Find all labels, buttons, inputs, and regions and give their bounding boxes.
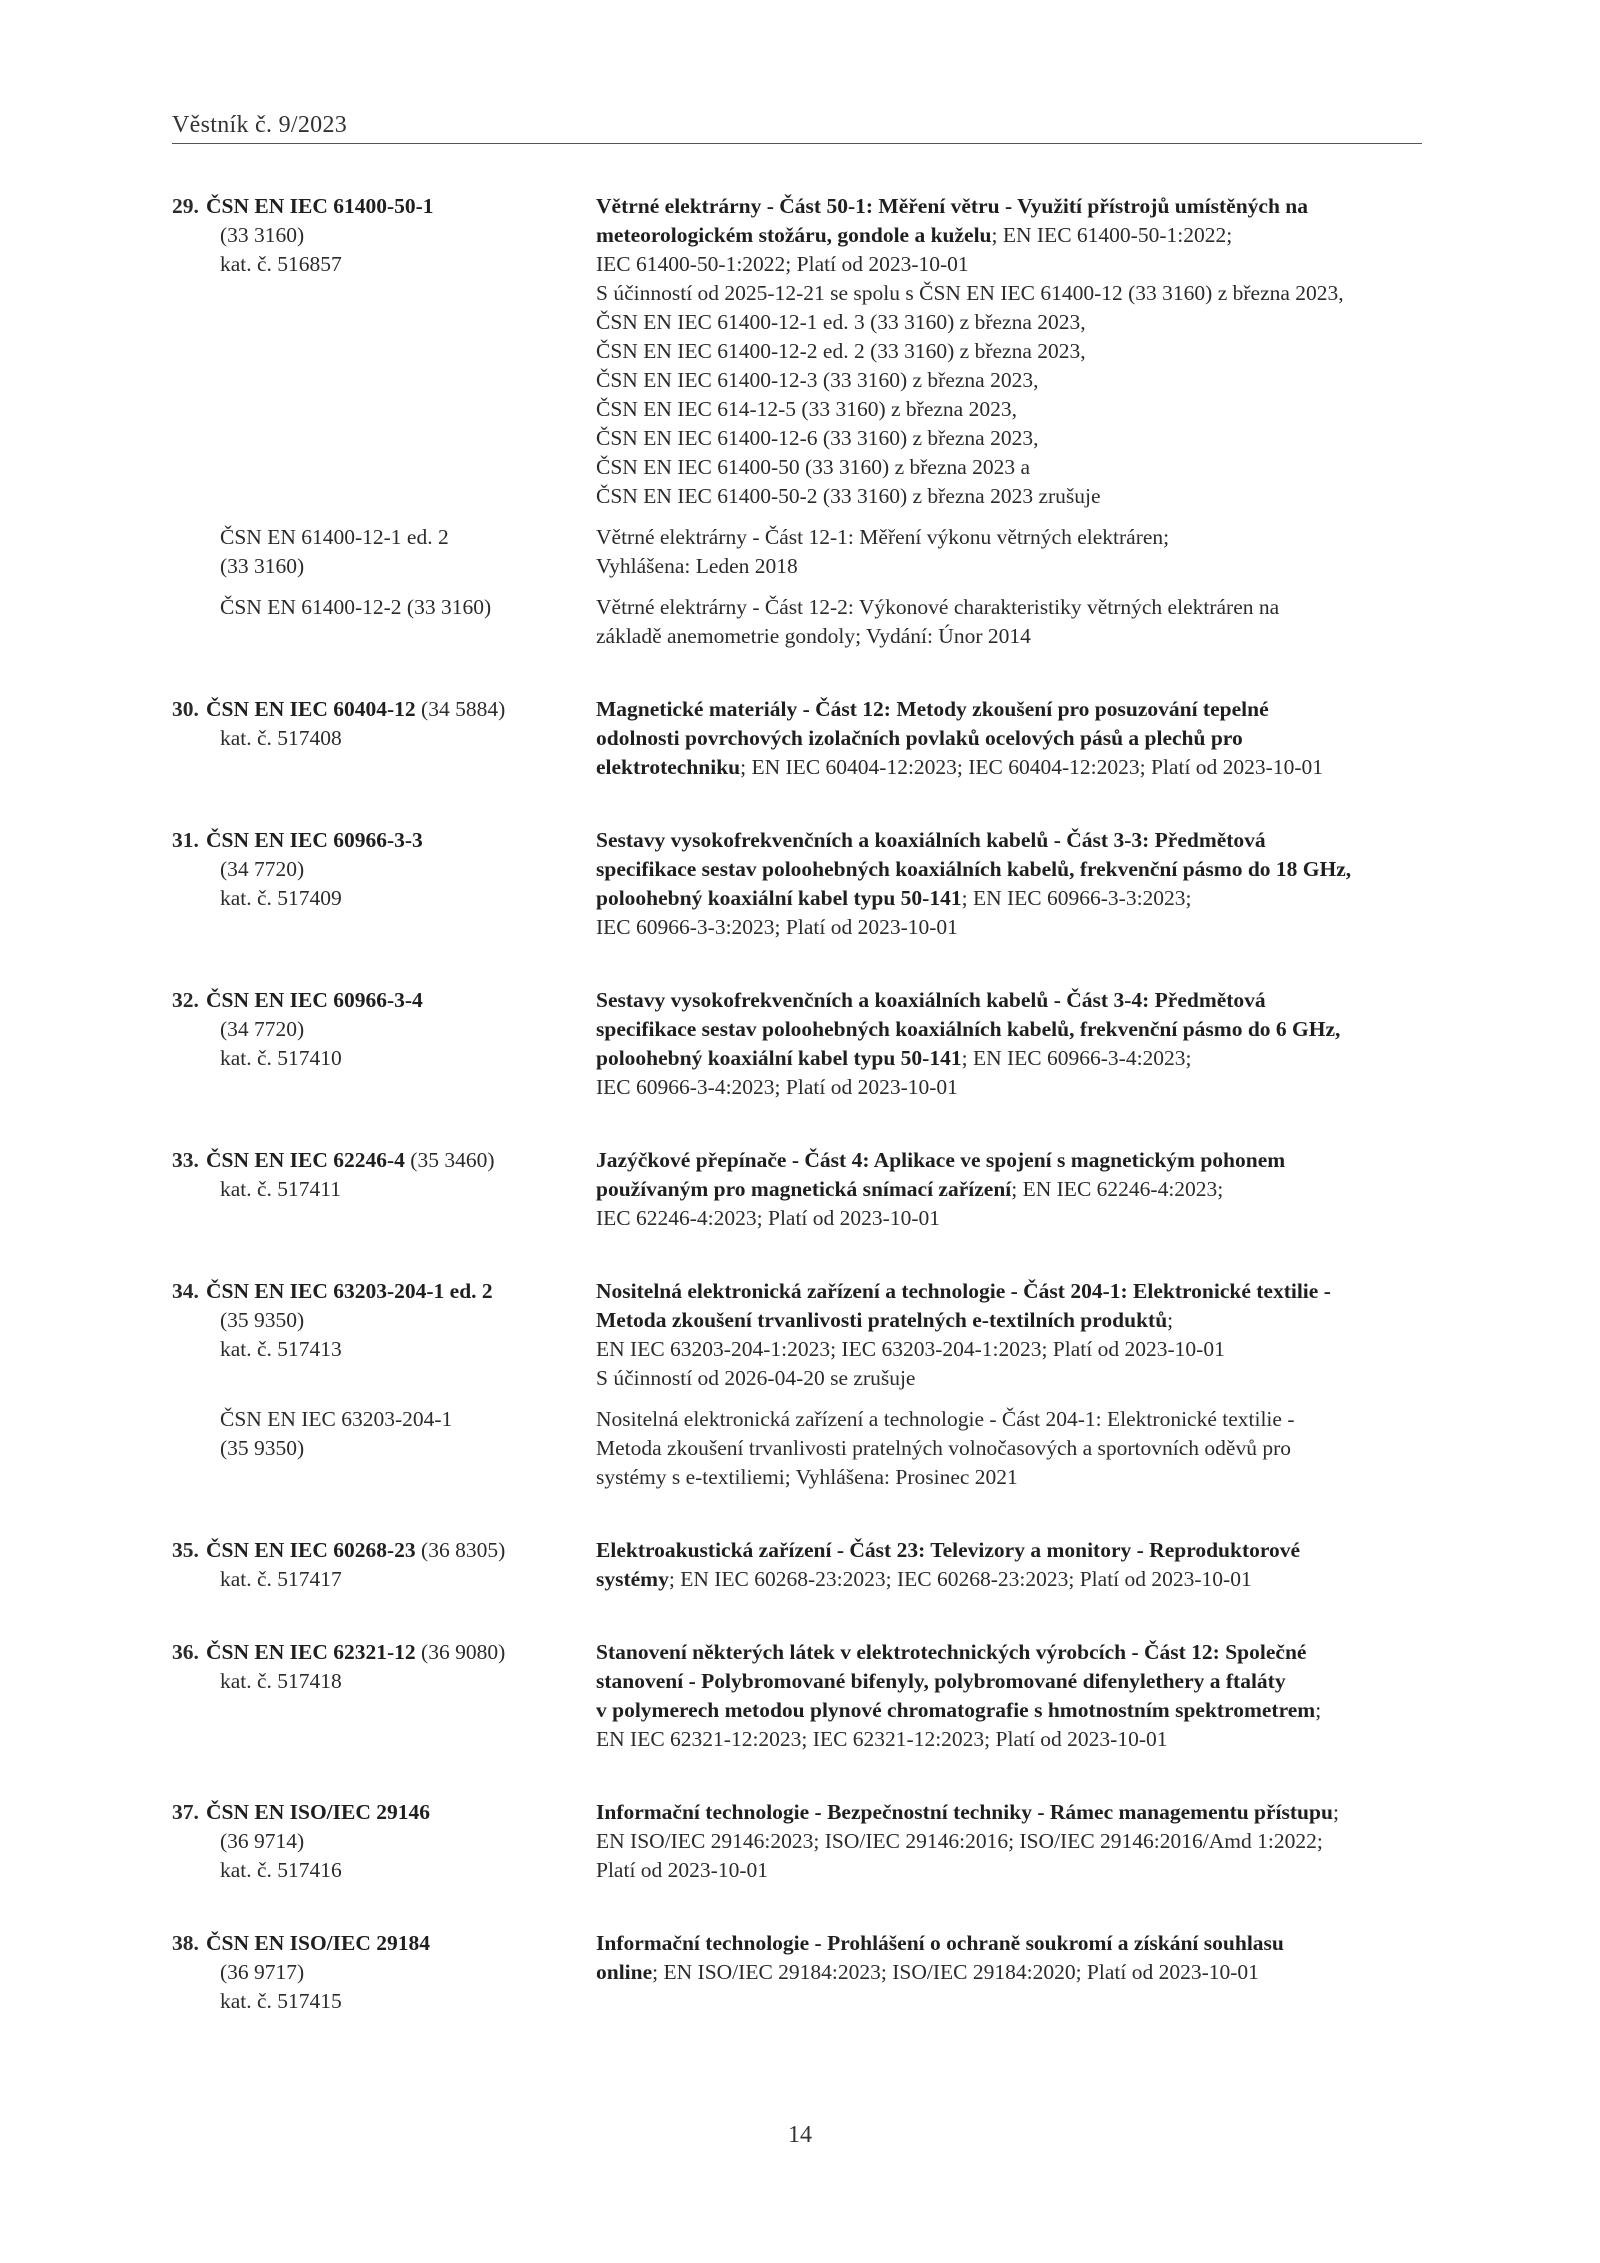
standard-code-text: (33 3160) (220, 223, 305, 247)
standard-identifier (172, 1277, 596, 1364)
standard-description (596, 593, 1432, 651)
standard-code: ČSN EN IEC 60966-3-4 (206, 988, 423, 1012)
standard-code-text: (34 7720) (220, 1017, 305, 1041)
standard-code: ČSN EN IEC 63203-204-1 ed. 2 (206, 1279, 493, 1303)
standard-identifier (172, 1146, 596, 1204)
entry-number: 29. (172, 194, 199, 218)
standard-code-text: (35 9350) (220, 1436, 305, 1460)
standard-code-line (172, 1638, 596, 1667)
description-line (596, 1638, 1432, 1667)
description-line (596, 523, 1432, 552)
standard-code-text: (36 9717) (220, 1960, 305, 1984)
description-line (596, 366, 1432, 395)
description-line (596, 1929, 1432, 1958)
standard-code-line (172, 826, 596, 855)
standard-details: ; EN IEC 62246-4:2023; (1011, 1177, 1224, 1201)
replaced-standard-block (172, 523, 1432, 581)
standard-title: online (596, 1960, 653, 1984)
standard-code-text: (36 9080) (415, 1640, 506, 1664)
description-line (596, 192, 1432, 221)
standard-code-text: (35 9350) (220, 1308, 305, 1332)
standard-description (596, 826, 1432, 942)
standard-title: specifikace sestav poloohebných koaxiálních kabelů, frekvenční pásmo do 18 GHz, (596, 857, 1352, 881)
standard-main-block (172, 1798, 1432, 1885)
standard-code-text: kat. č. 517411 (220, 1177, 342, 1201)
description-line (596, 1856, 1432, 1885)
standard-title: Větrné elektrárny - Část 50-1: Měření větru - Využití přístrojů umístěných na (596, 194, 1308, 218)
standard-code: ČSN EN IEC 60268-23 (206, 1538, 416, 1562)
standard-details: ; (1167, 1308, 1174, 1332)
description-line (596, 482, 1432, 511)
description-line (596, 884, 1432, 913)
standard-detail-line (186, 1958, 596, 1987)
standard-detail-line (186, 250, 596, 279)
standard-description (596, 1638, 1432, 1754)
standard-main-block (172, 1638, 1432, 1754)
standard-details: ; EN IEC 61400-50-1:2022; (991, 223, 1233, 247)
description-line (596, 1827, 1432, 1856)
description-line (596, 1696, 1432, 1725)
standard-code-line (172, 695, 596, 724)
description-line (596, 250, 1432, 279)
description-line (596, 1725, 1432, 1754)
standard-detail-line (186, 1565, 596, 1594)
standard-main-block (172, 826, 1432, 942)
standard-title: Informační technologie - Bezpečnostní techniky - Rámec managementu přístupu (596, 1800, 1333, 1824)
standard-title: Sestavy vysokofrekvenčních a koaxiálních kabelů - Část 3-3: Předmětová (596, 828, 1266, 852)
standard-code: ČSN EN IEC 60966-3-3 (206, 828, 423, 852)
standard-code-line (172, 1929, 596, 1958)
standard-code-text: ČSN EN IEC 63203-204-1 (220, 1407, 453, 1431)
description-line (596, 424, 1432, 453)
standard-code-text: (36 8305) (415, 1538, 506, 1562)
standard-description (596, 1146, 1432, 1233)
description-line (596, 1565, 1432, 1594)
standard-title: poloohebný koaxiální kabel typu 50-141 (596, 1046, 962, 1070)
description-line (596, 1536, 1432, 1565)
standard-code: ČSN EN IEC 62246-4 (206, 1148, 405, 1172)
description-line (596, 1667, 1432, 1696)
standard-code-text: kat. č. 517416 (220, 1858, 342, 1882)
standard-entry (172, 1929, 1432, 2016)
description-line (596, 1204, 1432, 1233)
description-line (596, 337, 1432, 366)
description-line (596, 593, 1432, 622)
standard-identifier (172, 523, 596, 581)
standard-title: systémy (596, 1567, 669, 1591)
description-line (596, 1335, 1432, 1364)
description-line (596, 826, 1432, 855)
description-line (596, 753, 1432, 782)
standard-details: ČSN EN IEC 61400-12-1 ed. 3 (33 3160) z března 2023, (596, 310, 1086, 334)
standard-code-text: kat. č. 517408 (220, 726, 342, 750)
standard-code: ČSN EN IEC 62321-12 (206, 1640, 416, 1664)
standard-code-text: kat. č. 517409 (220, 886, 342, 910)
standard-title: odolnosti povrchových izolačních povlaků ocelových pásů a plechů pro (596, 726, 1243, 750)
standard-details: Vyhlášena: Leden 2018 (596, 554, 798, 578)
standard-detail-line (186, 1175, 596, 1204)
page-header (172, 112, 1422, 144)
standard-code-line (186, 523, 596, 552)
standard-description (596, 192, 1432, 511)
entry-number: 30. (172, 697, 199, 721)
standard-code-text: ČSN EN 61400-12-1 ed. 2 (220, 525, 449, 549)
standard-details: S účinností od 2026-04-20 se zrušuje (596, 1366, 916, 1390)
description-line (596, 552, 1432, 581)
standard-details: S účinností od 2025-12-21 se spolu s ČSN EN IEC 61400-12 (33 3160) z března 2023, (596, 281, 1344, 305)
standard-details: IEC 60966-3-4:2023; Platí od 2023-10-01 (596, 1075, 958, 1099)
standard-detail-line (186, 855, 596, 884)
standard-detail-line (186, 1044, 596, 1073)
standard-code-text: kat. č. 517413 (220, 1337, 342, 1361)
description-line (596, 1146, 1432, 1175)
description-line (596, 855, 1432, 884)
standard-details: ČSN EN IEC 614-12-5 (33 3160) z března 2023, (596, 397, 1017, 421)
standard-code-line (172, 1798, 596, 1827)
standard-title: meteorologickém stožáru, gondole a kuželu (596, 223, 992, 247)
entry-number: 31. (172, 828, 199, 852)
standard-code-text: kat. č. 517410 (220, 1046, 342, 1070)
standard-details: ; EN IEC 60404-12:2023; IEC 60404-12:2023; Platí od 2023-10-01 (740, 755, 1323, 779)
standard-detail-line (186, 1667, 596, 1696)
standard-code-text: (33 3160) (220, 554, 305, 578)
entry-number: 32. (172, 988, 199, 1012)
standards-list (172, 192, 1432, 2060)
description-line (596, 221, 1432, 250)
description-line (596, 1277, 1432, 1306)
standard-title: poloohebný koaxiální kabel typu 50-141 (596, 886, 962, 910)
entry-number: 33. (172, 1148, 199, 1172)
standard-code-text: kat. č. 516857 (220, 252, 342, 276)
description-line (596, 1364, 1432, 1393)
standard-entry (172, 1277, 1432, 1492)
standard-code-text: (35 3460) (404, 1148, 495, 1172)
standard-title: v polymerech metodou plynové chromatografie s hmotnostním spektrometrem (596, 1698, 1316, 1722)
standard-code-line (186, 593, 596, 622)
entry-number: 37. (172, 1800, 199, 1824)
standard-details: ČSN EN IEC 61400-12-2 ed. 2 (33 3160) z března 2023, (596, 339, 1086, 363)
standard-details: EN ISO/IEC 29146:2023; ISO/IEC 29146:2016; ISO/IEC 29146:2016/Amd 1:2022; (596, 1829, 1323, 1853)
standard-description (596, 695, 1432, 782)
standard-identifier (172, 1798, 596, 1885)
standard-identifier (172, 192, 596, 279)
standard-details: ; (1315, 1698, 1322, 1722)
standard-identifier (172, 695, 596, 753)
standard-detail-line (186, 1856, 596, 1885)
standard-description (596, 986, 1432, 1102)
standard-title: Sestavy vysokofrekvenčních a koaxiálních kabelů - Část 3-4: Předmětová (596, 988, 1266, 1012)
standard-details: Nositelná elektronická zařízení a technologie - Část 204-1: Elektronické textilie - (596, 1407, 1295, 1431)
standard-details: IEC 62246-4:2023; Platí od 2023-10-01 (596, 1206, 940, 1230)
standard-entry (172, 1798, 1432, 1885)
standard-title: Nositelná elektronická zařízení a technologie - Část 204-1: Elektronické textilie - (596, 1279, 1331, 1303)
standard-entry (172, 1146, 1432, 1233)
standard-detail-line (186, 724, 596, 753)
standard-main-block (172, 1536, 1432, 1594)
standard-identifier (172, 1536, 596, 1594)
standard-description (596, 1536, 1432, 1594)
standard-details: ; (1332, 1800, 1339, 1824)
description-line (596, 1015, 1432, 1044)
standard-code-line (186, 1405, 596, 1434)
standard-code-line (172, 192, 596, 221)
standard-detail-line (186, 1335, 596, 1364)
standard-entry (172, 826, 1432, 942)
standard-details: ČSN EN IEC 61400-12-3 (33 3160) z března 2023, (596, 368, 1039, 392)
description-line (596, 724, 1432, 753)
standard-code: ČSN EN IEC 61400-50-1 (206, 194, 434, 218)
standard-details: ČSN EN IEC 61400-50 (33 3160) z března 2023 a (596, 455, 1031, 479)
description-line (596, 308, 1432, 337)
standard-title: Metoda zkoušení trvanlivosti pratelných e-textilních produktů (596, 1308, 1168, 1332)
description-line (596, 1463, 1432, 1492)
standard-main-block (172, 986, 1432, 1102)
standard-details: Metoda zkoušení trvanlivosti pratelných volnočasových a sportovních oděvů pro (596, 1436, 1292, 1460)
description-line (596, 1958, 1432, 1987)
standard-title: Informační technologie - Prohlášení o ochraně soukromí a získání souhlasu (596, 1931, 1284, 1955)
description-line (596, 1175, 1432, 1204)
standard-details: systémy s e-textiliemi; Vyhlášena: Prosinec 2021 (596, 1465, 1018, 1489)
standard-details: EN IEC 62321-12:2023; IEC 62321-12:2023; Platí od 2023-10-01 (596, 1727, 1168, 1751)
standard-main-block (172, 1146, 1432, 1233)
page-number: 14 (788, 2122, 812, 2148)
standard-details: ČSN EN IEC 61400-12-6 (33 3160) z března 2023, (596, 426, 1039, 450)
description-line (596, 1434, 1432, 1463)
standard-details: ; EN IEC 60966-3-3:2023; (961, 886, 1192, 910)
standard-details: ; EN ISO/IEC 29184:2023; ISO/IEC 29184:2020; Platí od 2023-10-01 (652, 1960, 1259, 1984)
standard-main-block (172, 192, 1432, 511)
standard-details: IEC 60966-3-3:2023; Platí od 2023-10-01 (596, 915, 958, 939)
standard-entry (172, 1638, 1432, 1754)
description-line (596, 1798, 1432, 1827)
standard-entry (172, 192, 1432, 651)
standard-main-block (172, 1277, 1432, 1393)
standard-details: Větrné elektrárny - Část 12-1: Měření výkonu větrných elektráren; (596, 525, 1170, 549)
standard-details: ; EN IEC 60268-23:2023; IEC 60268-23:2023; Platí od 2023-10-01 (668, 1567, 1252, 1591)
entry-number: 34. (172, 1279, 199, 1303)
standard-identifier (172, 1929, 596, 2016)
standard-identifier (172, 826, 596, 913)
standard-code-line (172, 1146, 596, 1175)
standard-details: ČSN EN IEC 61400-50-2 (33 3160) z března 2023 zrušuje (596, 484, 1101, 508)
standard-detail-line (186, 1827, 596, 1856)
standard-title: Jazýčkové přepínače - Část 4: Aplikace ve spojení s magnetickým pohonem (596, 1148, 1286, 1172)
standard-details: základě anemometrie gondoly; Vydání: Únor 2014 (596, 624, 1031, 648)
standard-code-line (172, 1277, 596, 1306)
description-line (596, 695, 1432, 724)
entry-number: 35. (172, 1538, 199, 1562)
standard-detail-line (186, 1987, 596, 2016)
standard-description (596, 523, 1432, 581)
standard-detail-line (186, 1015, 596, 1044)
standard-code: ČSN EN IEC 60404-12 (206, 697, 416, 721)
standard-entry (172, 1536, 1432, 1594)
standard-entry (172, 986, 1432, 1102)
description-line (596, 1405, 1432, 1434)
standard-code: ČSN EN ISO/IEC 29184 (206, 1931, 431, 1955)
standard-code-text: ČSN EN 61400-12-2 (33 3160) (220, 595, 492, 619)
standard-identifier (172, 1638, 596, 1696)
standard-detail-line (186, 1306, 596, 1335)
standard-code: ČSN EN ISO/IEC 29146 (206, 1800, 431, 1824)
standard-details: IEC 61400-50-1:2022; Platí od 2023-10-01 (596, 252, 969, 276)
standard-code-line (172, 986, 596, 1015)
standard-detail-line (186, 221, 596, 250)
standard-main-block (172, 695, 1432, 782)
standard-code-text: (36 9714) (220, 1829, 305, 1853)
standard-title: stanovení - Polybromované bifenyly, polybromované difenylethery a ftaláty (596, 1669, 1286, 1693)
standard-title: elektrotechniku (596, 755, 741, 779)
replaced-standard-block (172, 593, 1432, 651)
standard-code-text: kat. č. 517415 (220, 1989, 342, 2013)
standard-description (596, 1929, 1432, 1987)
standard-code-text: (34 7720) (220, 857, 305, 881)
entry-number: 38. (172, 1931, 199, 1955)
bulletin-title: Věstník č. 9/2023 (172, 112, 348, 138)
standard-title: Stanovení některých látek v elektrotechnických výrobcích - Část 12: Společné (596, 1640, 1307, 1664)
standard-detail-line (186, 552, 596, 581)
standard-title: používaným pro magnetická snímací zařízení (596, 1177, 1012, 1201)
standard-code-text: kat. č. 517417 (220, 1567, 342, 1591)
standard-details: Platí od 2023-10-01 (596, 1858, 768, 1882)
standard-code-text: (34 5884) (415, 697, 506, 721)
standard-code-text: kat. č. 517418 (220, 1669, 342, 1693)
standard-identifier (172, 1405, 596, 1463)
description-line (596, 279, 1432, 308)
description-line (596, 913, 1432, 942)
replaced-standard-block (172, 1405, 1432, 1492)
entry-number: 36. (172, 1640, 199, 1664)
description-line (596, 986, 1432, 1015)
standard-description (596, 1405, 1432, 1492)
page-footer (0, 2122, 1600, 2149)
description-line (596, 395, 1432, 424)
standard-identifier (172, 986, 596, 1073)
standard-title: Magnetické materiály - Část 12: Metody zkoušení pro posuzování tepelné (596, 697, 1269, 721)
standard-detail-line (186, 1434, 596, 1463)
standard-details: EN IEC 63203-204-1:2023; IEC 63203-204-1:2023; Platí od 2023-10-01 (596, 1337, 1225, 1361)
description-line (596, 1306, 1432, 1335)
standard-entry (172, 695, 1432, 782)
description-line (596, 1073, 1432, 1102)
description-line (596, 453, 1432, 482)
standard-details: Větrné elektrárny - Část 12-2: Výkonové charakteristiky větrných elektráren na (596, 595, 1280, 619)
standard-title: specifikace sestav poloohebných koaxiálních kabelů, frekvenční pásmo do 6 GHz, (596, 1017, 1341, 1041)
standard-main-block (172, 1929, 1432, 2016)
standard-identifier (172, 593, 596, 622)
description-line (596, 1044, 1432, 1073)
standard-detail-line (186, 884, 596, 913)
standard-title: Elektroakustická zařízení - Část 23: Televizory a monitory - Reproduktorové (596, 1538, 1301, 1562)
description-line (596, 622, 1432, 651)
standard-code-line (172, 1536, 596, 1565)
standard-description (596, 1277, 1432, 1393)
standard-description (596, 1798, 1432, 1885)
standard-details: ; EN IEC 60966-3-4:2023; (961, 1046, 1192, 1070)
